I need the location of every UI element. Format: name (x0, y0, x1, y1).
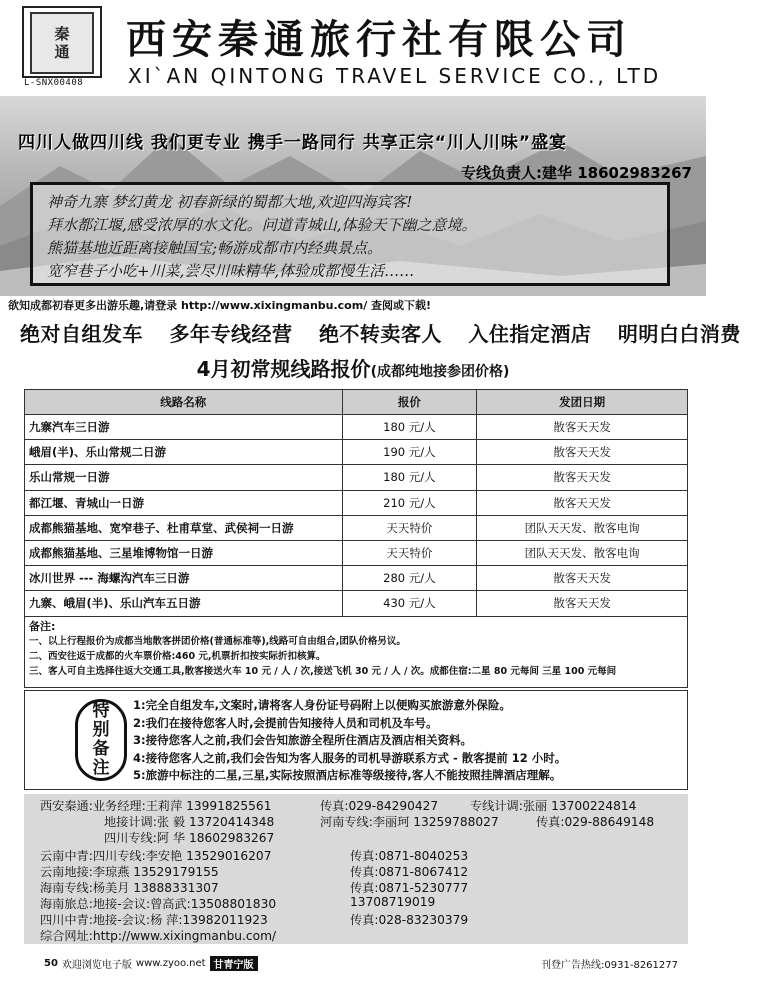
contact-entry: 传真:029-84290427 (320, 799, 439, 813)
header-route: 线路名称 (25, 390, 343, 415)
route-price: 190 元/人 (342, 440, 477, 465)
route-date: 散客天天发 (477, 591, 688, 616)
special-notes-box (24, 690, 688, 790)
table-header-row (25, 390, 688, 415)
price-table (24, 389, 688, 617)
scenery-banner (0, 96, 706, 296)
route-name: 九寨汽车三日游 (25, 415, 343, 440)
route-name: 都江堰、青城山一日游 (25, 490, 343, 515)
banner-slogan: 四川人做四川线 我们更专业 携手一路同行 共享正宗“川人川味”盛宴 (18, 133, 568, 153)
company-logo (22, 6, 102, 78)
footer-left (44, 956, 258, 971)
route-price: 天天特价 (342, 515, 477, 540)
contact-entry: 传真:0871-8067412 (350, 865, 469, 879)
contact-entry: 海南专线:杨美月 13888331307 (40, 881, 219, 895)
badge-char: 注 (92, 758, 110, 778)
logo-char-bottom: 通 (54, 43, 70, 61)
table-row (25, 465, 688, 490)
intro-line: 拜水都江堰,感受浓厚的水文化。问道青城山,体验天下幽之意境。 (47, 216, 477, 234)
special-notes-list (133, 697, 566, 785)
feature-item: 入住指定酒店 (468, 322, 592, 346)
contact-entry: 四川中青:地接-会议:杨 萍:13982011923 (40, 913, 268, 927)
table-row (25, 566, 688, 591)
contact-entry: 传真:0871-5230777 (350, 881, 469, 895)
contacts-panel (24, 794, 688, 944)
contact-entry: 西安秦通:业务经理:王莉萍 13991825561 (40, 799, 272, 813)
license-code: L-SNX00408 (24, 78, 84, 88)
route-price: 180 元/人 (342, 465, 477, 490)
page-number: 50 (44, 958, 58, 969)
price-title-main: 4月初常规线路报价 (196, 357, 371, 381)
contact-website: 综合网址:http://www.xixingmanbu.com/ (40, 929, 277, 943)
special-note-item: 2:我们在接待您客人时,会提前告知接待人员和司机及车号。 (133, 715, 438, 730)
special-notes-badge (75, 699, 127, 781)
contact-entry: 地接计调:张 毅 13720414348 (104, 815, 275, 829)
intro-line: 宽窄巷子小吃+川菜,尝尽川味精华,体验成都慢生活…… (47, 262, 415, 280)
footer-welcome: 欢迎浏览电子版 (61, 960, 132, 971)
page-footer (0, 946, 706, 988)
header (0, 0, 706, 96)
contact-entry: 传真:028-83230379 (350, 913, 469, 927)
company-title-cn: 西安秦通旅行社有限公司 (126, 16, 632, 63)
contact-entry: 传真:0871-8040253 (350, 849, 469, 863)
contact-entry: 四川专线:阿 华 18602983267 (104, 831, 275, 845)
route-name: 乐山常规一日游 (25, 465, 343, 490)
price-title-sub: (成都纯地接参团价格) (370, 364, 510, 380)
line-manager-contact: 专线负责人:建华 18602983267 (460, 164, 692, 182)
logo-char-top: 秦 (54, 25, 70, 43)
contact-entry: 13708719019 (350, 895, 436, 909)
feature-item: 多年专线经营 (169, 322, 293, 346)
special-note-item: 1:完全自组发车,文案时,请将客人身份证号码附上以便购买旅游意外保险。 (133, 698, 511, 712)
badge-char: 备 (92, 739, 110, 759)
header-price: 报价 (342, 390, 477, 415)
footer-site: www.zyoo.net (135, 958, 206, 969)
contact-entry: 海南旅总:地接-会议:曾高武:13508801830 (40, 897, 277, 911)
special-note-item: 5:旅游中标注的二星,三星,实际按照酒店标准等级接待,客人不能按照挂牌酒店理解。 (133, 768, 562, 782)
note-item: 三、客人可自主选择往返大交通工具,散客接送火车 10 元 / 人 / 次,接送飞机 30 元 / 人 / 次。成都住宿:二星 80 元每间 三星 100 元每间 (29, 666, 617, 677)
note-item: 一、以上行程报价为成都当地散客拼团价格(普通标准等),线路可自由组合,团队价格另议。 (29, 636, 406, 647)
feature-item: 绝对自组发车 (20, 322, 143, 346)
badge-char: 特 (92, 701, 110, 721)
contact-entry: 云南中青:四川专线:李安艳 13529016207 (40, 849, 272, 863)
route-name: 九寨、峨眉(半)、乐山汽车五日游 (25, 591, 343, 616)
table-row (25, 440, 688, 465)
route-date: 散客天天发 (477, 440, 688, 465)
price-title (0, 353, 706, 382)
contact-entry: 河南专线:李丽珂 13259788027 (320, 815, 499, 829)
note-item: 二、西安往返于成都的火车票价格:460 元,机票折扣按实际折扣核算。 (29, 651, 326, 662)
route-price: 210 元/人 (342, 490, 477, 515)
route-name: 成都熊猫基地、三星堆博物馆一日游 (25, 540, 343, 565)
feature-item: 明明白白消费 (617, 322, 741, 346)
table-row (25, 540, 688, 565)
intro-box (30, 182, 670, 286)
table-row (25, 515, 688, 540)
website-notice: 欲知成都初春更多出游乐趣,请登录 http://www.xixingmanbu.com/ 查阅或下载! (8, 299, 432, 312)
table-row (25, 415, 688, 440)
notes-box (24, 616, 688, 688)
route-price: 280 元/人 (342, 566, 477, 591)
intro-line: 神奇九寨 梦幻黄龙 初春新绿的蜀都大地,欢迎四海宾客! (47, 193, 413, 211)
route-price: 180 元/人 (342, 415, 477, 440)
route-date: 团队天天发、散客电询 (477, 540, 688, 565)
notes-heading: 备注: (29, 620, 56, 633)
route-date: 散客天天发 (477, 490, 688, 515)
ad-hotline: 刊登广告热线:0931-8261277 (541, 960, 678, 971)
contact-entry: 云南地接:李琼燕 13529179155 (40, 865, 219, 879)
intro-line: 熊猫基地近距离接触国宝;畅游成都市内经典景点。 (47, 239, 383, 257)
header-date: 发团日期 (477, 390, 688, 415)
route-date: 散客天天发 (477, 415, 688, 440)
route-name: 成都熊猫基地、宽窄巷子、杜甫草堂、武侯祠一日游 (25, 515, 343, 540)
contact-entry: 传真:029-88649148 (536, 815, 655, 829)
table-row (25, 490, 688, 515)
table-row (25, 591, 688, 616)
special-note-item: 3:接待您客人之前,我们会告知旅游全程所住酒店及酒店相关资料。 (133, 733, 472, 747)
feature-item: 绝不转卖客人 (318, 322, 442, 346)
route-date: 团队天天发、散客电询 (477, 515, 688, 540)
route-price: 天天特价 (342, 540, 477, 565)
route-price: 430 元/人 (342, 591, 477, 616)
feature-list (20, 318, 741, 347)
route-name: 冰川世界 --- 海螺沟汽车三日游 (25, 566, 343, 591)
company-title-en: XI`AN QINTONG TRAVEL SERVICE CO., LTD (128, 64, 662, 88)
special-note-item: 4:接待您客人之前,我们会告知为客人服务的司机导游联系方式 - 散客提前 12 小时。 (133, 750, 567, 765)
route-name: 峨眉(半)、乐山常规二日游 (25, 440, 343, 465)
badge-char: 别 (92, 720, 110, 740)
route-date: 散客天天发 (477, 465, 688, 490)
route-date: 散客天天发 (477, 566, 688, 591)
contact-entry: 专线计调:张丽 13700224814 (470, 799, 637, 813)
edition-tag: 甘青宁版 (210, 956, 258, 971)
